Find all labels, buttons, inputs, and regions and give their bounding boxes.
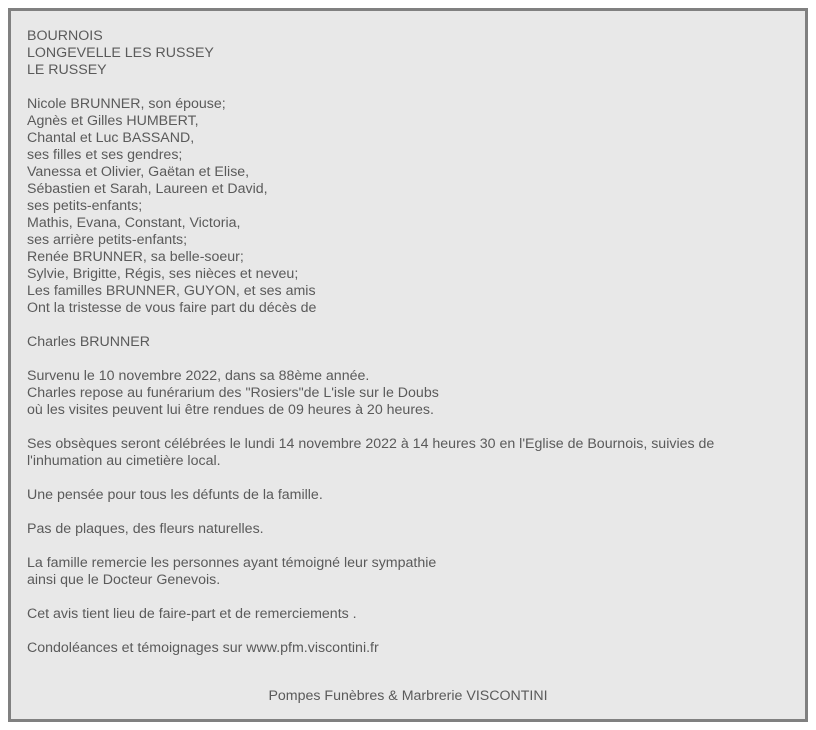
obituary-notice	[8, 8, 808, 722]
funeral-home-signature: Pompes Funèbres & Marbrerie VISCONTINI	[268, 688, 548, 704]
notice-locations: BOURNOIS LONGEVELLE LES RUSSEY LE RUSSEY	[27, 28, 214, 78]
notice-flowers: Pas de plaques, des fleurs naturelles.	[27, 521, 264, 537]
notice-condolences: Condoléances et témoignages sur www.pfm.viscontini.fr	[27, 640, 379, 656]
deceased-name: Charles BRUNNER	[27, 334, 150, 350]
notice-death-info: Survenu le 10 novembre 2022, dans sa 88ème année. Charles repose au funérarium des "Rosiers"de L'isle sur le Doubs où les visites peuvent lui être rendues de 09 heures à 20 heures.	[27, 368, 439, 418]
notice-thanks: La famille remercie les personnes ayant témoigné leur sympathie ainsi que le Docteur Genevois.	[27, 555, 437, 588]
notice-avis: Cet avis tient lieu de faire-part et de remerciements .	[27, 606, 357, 622]
notice-body	[27, 28, 787, 657]
notice-thought: Une pensée pour tous les défunts de la famille.	[27, 487, 323, 503]
notice-family-list: Nicole BRUNNER, son épouse; Agnès et Gilles HUMBERT, Chantal et Luc BASSAND, ses filles et ses gendres; Vanessa et Olivier, Gaëtan et Elise, Sébastien et Sarah, Laureen et David, ses petits-enfants; Mathis, Evana, Constant, Victoria, ses arrière petits-enfants; Renée BRUNNER, sa belle-soeur; Sylvie, Brigitte, Régis, ses nièces et neveu; Les familles BRUNNER, GUYON, et ses amis Ont la tristesse de vous faire part du décès de	[27, 96, 317, 316]
notice-funeral-info: Ses obsèques seront célébrées le lundi 14 novembre 2022 à 14 heures 30 en l'Eglise de Bournois, suivies de l'inhumation au cimetière local.	[27, 436, 715, 469]
